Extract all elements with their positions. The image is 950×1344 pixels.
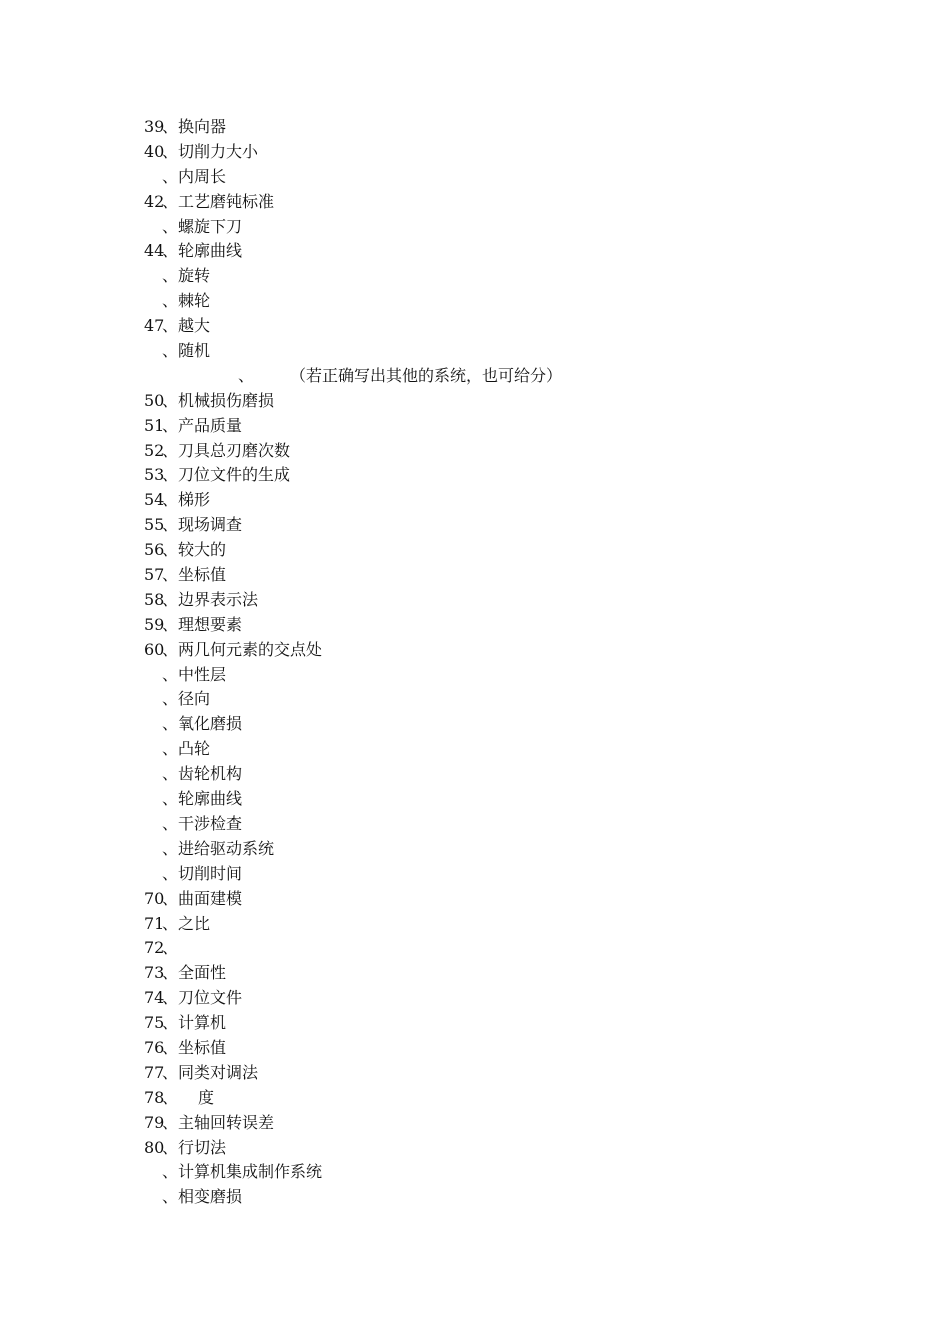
answer-text: 螺旋下刀 [178,216,243,236]
question-number: 79 [144,1112,165,1132]
enumeration-separator: 、 [162,988,179,1008]
enumeration-separator: 、 [162,141,179,161]
question-number: 73 [144,963,165,983]
answer-line [0,414,950,439]
answer-line [0,912,950,937]
answer-line [0,887,950,912]
answer-text: 棘轮 [178,291,211,311]
answer-line [0,215,950,240]
enumeration-separator: 、 [162,589,179,609]
enumeration-separator: 、 [162,216,179,236]
answer-text: 相变磨损 [178,1187,243,1207]
question-number: 50 [144,390,165,410]
answer-text: 随机 [178,341,211,361]
enumeration-separator: 、 [162,664,179,684]
answer-line [0,687,950,712]
answer-line [0,862,950,887]
answer-line [0,837,950,862]
answer-text: 计算机 [178,1013,227,1033]
answer-text: 氧化磨损 [178,714,243,734]
enumeration-separator: 、 [162,1062,179,1082]
answer-line [0,1086,950,1111]
question-number: 72 [144,938,165,958]
answer-text: 主轴回转误差 [178,1112,275,1132]
enumeration-separator: 、 [162,913,179,933]
answer-text: 坐标值 [178,1037,227,1057]
enumeration-separator: 、 [238,365,255,385]
question-number: 51 [144,415,165,435]
answer-line [0,488,950,513]
answer-text: 轮廓曲线 [178,241,243,261]
enumeration-separator: 、 [162,390,179,410]
answer-line [0,339,950,364]
answer-line [0,588,950,613]
answer-line [0,463,950,488]
enumeration-separator: 、 [162,739,179,759]
question-number: 78 [144,1087,165,1107]
enumeration-separator: 、 [162,291,179,311]
enumeration-separator: 、 [162,341,179,361]
answer-text: 中性层 [178,664,227,684]
question-number: 70 [144,888,165,908]
answer-text: 凸轮 [178,739,211,759]
answer-text: 同类对调法 [178,1062,259,1082]
answer-line [0,787,950,812]
enumeration-separator: 、 [162,415,179,435]
answer-text: 进给驱动系统 [178,838,275,858]
answer-text: 刀位文件的生成 [178,465,291,485]
enumeration-separator: 、 [162,888,179,908]
enumeration-separator: 、 [162,813,179,833]
answer-line [0,936,950,961]
answer-line [0,1136,950,1161]
answer-line [0,613,950,638]
enumeration-separator: 、 [162,963,179,983]
enumeration-separator: 、 [162,515,179,535]
answer-text: 干涉检查 [178,813,243,833]
answer-line [0,961,950,986]
answer-text: 产品质量 [178,415,243,435]
answer-line [0,513,950,538]
answer-text: 两几何元素的交点处 [178,639,323,659]
answer-text: 工艺磨钝标准 [178,191,275,211]
enumeration-separator: 、 [162,689,179,709]
enumeration-separator: 、 [162,789,179,809]
answer-line [0,1061,950,1086]
answer-line [0,712,950,737]
answer-line [0,140,950,165]
enumeration-separator: 、 [162,1087,179,1107]
enumeration-separator: 、 [162,1137,179,1157]
enumeration-separator: 、 [162,1187,179,1207]
answer-text: 理想要素 [178,614,243,634]
answer-text: 换向器 [178,117,227,136]
enumeration-separator: 、 [162,316,179,336]
question-number: 55 [144,515,165,535]
answer-text: 切削时间 [178,863,243,883]
answer-line [0,389,950,414]
question-number: 47 [144,316,165,336]
enumeration-separator: 、 [162,938,179,958]
enumeration-separator: 、 [162,1037,179,1057]
enumeration-separator: 、 [162,838,179,858]
answer-text: 坐标值 [178,565,227,585]
answer-line [0,812,950,837]
answer-text: 齿轮机构 [178,764,243,784]
question-number: 56 [144,540,165,560]
answer-line [0,563,950,588]
question-number: 59 [144,614,165,634]
answer-line [0,986,950,1011]
question-number: 57 [144,565,165,585]
enumeration-separator: 、 [162,266,179,286]
enumeration-separator: 、 [162,490,179,510]
answer-text: 行切法 [178,1137,227,1157]
answer-text: 边界表示法 [178,589,259,609]
question-number: 80 [144,1137,165,1157]
enumeration-separator: 、 [162,714,179,734]
question-number: 52 [144,440,165,460]
answer-line [0,439,950,464]
enumeration-separator: 、 [162,1162,179,1182]
enumeration-separator: 、 [162,1013,179,1033]
question-number: 60 [144,639,165,659]
answer-line [0,737,950,762]
answer-line [0,663,950,688]
question-number: 71 [144,913,165,933]
answer-line [0,1011,950,1036]
question-number: 53 [144,465,165,485]
enumeration-separator: 、 [162,639,179,659]
question-number: 39 [144,117,165,136]
answer-text: 内周长 [178,166,227,186]
question-number: 54 [144,490,165,510]
answer-line [0,538,950,563]
enumeration-separator: 、 [162,465,179,485]
enumeration-separator: 、 [162,565,179,585]
answer-text: 切削力大小 [178,141,259,161]
answer-line [0,264,950,289]
answer-line [0,314,950,339]
answer-line [0,1111,950,1136]
enumeration-separator: 、 [162,540,179,560]
answer-text: 全面性 [178,963,227,983]
enumeration-separator: 、 [162,764,179,784]
answer-text: 度 [198,1087,215,1107]
answer-text: 旋转 [178,266,211,286]
answer-line [0,165,950,190]
enumeration-separator: 、 [162,440,179,460]
answer-line [0,364,950,389]
answer-text: 机械损伤磨损 [178,390,275,410]
answer-line [0,115,950,140]
answer-text: 现场调查 [178,515,243,535]
answer-text: 较大的 [178,540,227,560]
answer-line [0,1036,950,1061]
question-number: 58 [144,589,165,609]
answer-text: 计算机集成制作系统 [178,1162,323,1182]
answer-line [0,1185,950,1210]
question-number: 40 [144,141,165,161]
question-number: 76 [144,1037,165,1057]
enumeration-separator: 、 [162,191,179,211]
enumeration-separator: 、 [162,241,179,261]
answer-text: 径向 [178,689,211,709]
question-number: 42 [144,191,165,211]
question-number: 77 [144,1062,165,1082]
enumeration-separator: 、 [162,1112,179,1132]
question-number: 74 [144,988,165,1008]
answer-note: （若正确写出其他的系统，也可给分） [290,365,563,385]
answer-text: 梯形 [178,490,211,510]
answer-text: 刀具总刃磨次数 [178,440,291,460]
enumeration-separator: 、 [162,166,179,186]
enumeration-separator: 、 [162,863,179,883]
answer-line [0,762,950,787]
question-number: 75 [144,1013,165,1033]
answer-text: 越大 [178,316,211,336]
answer-text: 之比 [178,913,211,933]
answer-text: 轮廓曲线 [178,789,243,809]
answer-line [0,638,950,663]
answer-line [0,190,950,215]
question-number: 44 [144,241,165,261]
answer-text: 曲面建模 [178,888,243,908]
answer-line [0,1160,950,1185]
answer-line [0,289,950,314]
answer-text: 刀位文件 [178,988,243,1008]
answer-line [0,239,950,264]
answer-list [0,115,950,1210]
enumeration-separator: 、 [162,614,179,634]
enumeration-separator: 、 [162,117,179,136]
